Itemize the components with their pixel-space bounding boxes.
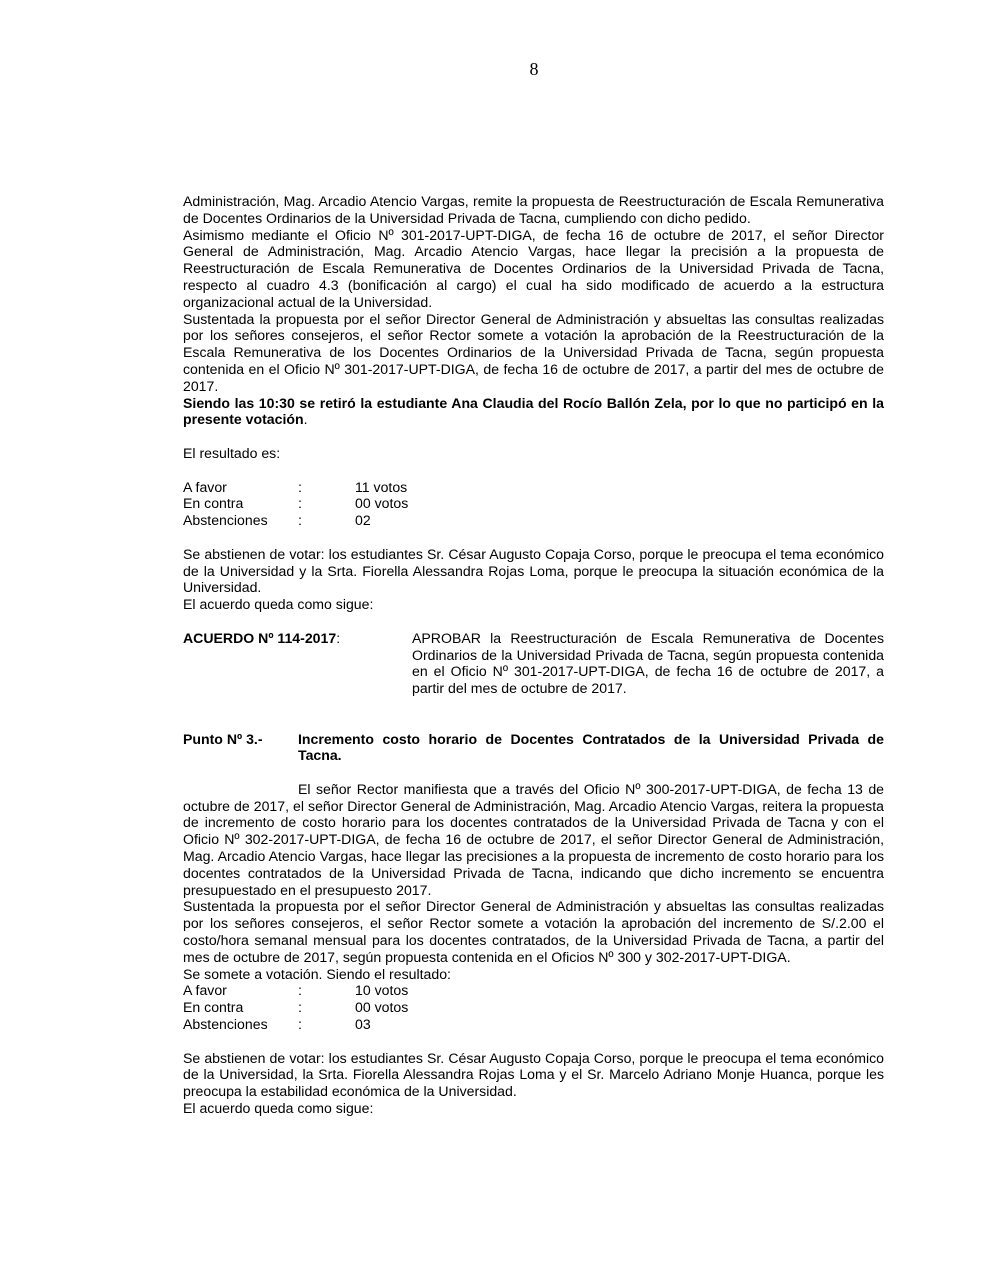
abstention-paragraph-1: Se abstienen de votar: los estudiantes Sr. César Augusto Copaja Corso, porque le preocupa el tema económico de la Universidad y la Srta. Fiorella Alessandra Rojas Loma, porque le preocupa la situación económica de la Universidad.: [183, 545, 884, 596]
vote-row: [183, 495, 884, 512]
result-intro: El resultado es:: [183, 444, 281, 461]
vote-label: A favor: [183, 982, 227, 999]
punto-3-label: Punto Nº 3.-: [183, 730, 263, 747]
vote-row: [183, 479, 884, 496]
vote-separator: :: [298, 999, 302, 1016]
paragraph-vote-proposal: Sustentada la propuesta por el señor Director General de Administración y absueltas las consultas realizadas por los señores consejeros, el señor Rector somete a votación la aprobación de la Reestructuración de la Escala Remunerativa de los Docentes Ordinarios de la Universidad Privada de Tacna, según propuesta contenida en el Oficio Nº 301-2017-UPT-DIGA, de fecha 16 de octubre de 2017, a partir del mes de octubre de 2017.: [183, 310, 884, 394]
abstention-paragraph-2: Se abstienen de votar: los estudiantes Sr. César Augusto Copaja Corso, porque le preocupa el tema económico de la Universidad, la Srta. Fiorella Alessandra Rojas Loma y el Sr. Marcelo Adriano Monje Huanca, porque les preocupa la estabilidad económica de la Universidad.: [183, 1049, 884, 1100]
withdrawal-bold-text: Siendo las 10:30 se retiró la estudiante Ana Claudia del Rocío Ballón Zela, por lo que no participó en la presente votación: [183, 394, 884, 428]
vote-separator: :: [298, 478, 302, 495]
vote-label: A favor: [183, 478, 227, 495]
agreement-colon: :: [336, 629, 341, 646]
punto-3-title: Incremento costo horario de Docentes Contratados de la Universidad Privada de Tacna.: [298, 730, 884, 764]
vote-table-2: [183, 982, 884, 1032]
page-number: 8: [529, 59, 539, 79]
punto-3-heading: [183, 731, 884, 765]
agreement-number: ACUERDO Nº 114-2017: [183, 629, 337, 646]
paragraph-student-withdrawal: [183, 395, 884, 429]
vote-separator: :: [298, 512, 302, 529]
agreement-intro-1: El acuerdo queda como sigue:: [183, 596, 374, 613]
vote-value: 00 votos: [355, 999, 409, 1016]
agreement-intro-2: El acuerdo queda como sigue:: [183, 1100, 374, 1117]
vote-row: [183, 999, 884, 1016]
vote-label: En contra: [183, 999, 244, 1016]
paragraph-administration: Administración, Mag. Arcadio Atencio Vargas, remite la propuesta de Reestructuración de Escala Remunerativa de Docentes Ordinarios de la Universidad Privada de Tacna, cumpliendo con dicho pedido.: [183, 193, 884, 226]
vote-separator: :: [298, 982, 302, 999]
vote-label: En contra: [183, 495, 244, 512]
vote-value: 11 votos: [355, 478, 408, 495]
vote-label: Abstenciones: [183, 1016, 268, 1033]
vote-value: 10 votos: [355, 982, 409, 999]
vote-value: 03: [355, 1016, 371, 1033]
vote-row: [183, 1016, 884, 1033]
paragraph-oficio-301: Asimismo mediante el Oficio Nº 301-2017-UPT-DIGA, de fecha 16 de octubre de 2017, el señor Director General de Administración, Mag. Arcadio Atencio Vargas, hace llegar la precisión a la propuesta de Reestructuración de Escala Remunerativa de Docentes Ordinarios de la Universidad Privada de Tacna, respecto al cuadro 4.3 (bonificación al cargo) el cual ha sido modificado de acuerdo a la estructura organizacional actual de la Universidad.: [183, 226, 884, 310]
vote-row: [183, 982, 884, 999]
vote-label: Abstenciones: [183, 512, 268, 529]
vote-intro-2: Se somete a votación. Siendo el resultado:: [183, 965, 451, 982]
punto-3-body-2: Sustentada la propuesta por el señor Director General de Administración y absueltas las consultas realizadas por los señores consejeros, el señor Rector somete a votación la aprobación del incremento de S/.2.00 el costo/hora semanal mensual para los docentes contratados, de la Universidad Privada de Tacna, a partir del mes de octubre de 2017, según propuesta contenida en el Oficios Nº 300 y 302-2017-UPT-DIGA.: [183, 898, 884, 965]
vote-separator: :: [298, 1016, 302, 1033]
vote-row: [183, 512, 884, 529]
vote-value: 00 votos: [355, 495, 409, 512]
punto-3-body-1: El señor Rector manifiesta que a través del Oficio Nº 300-2017-UPT-DIGA, de fecha 13 de octubre de 2017, el señor Director General de Administración, Mag. Arcadio Atencio Vargas, reitera la propuesta de incremento de costo horario para los docentes contratados de la Universidad Privada de Tacna y con el Oficio Nº 302-2017-UPT-DIGA, de fecha 16 de octubre de 2017, el señor Director General de Administración, Mag. Arcadio Atencio Vargas, hace llegar las precisiones a la propuesta de incremento de costo horario para los docentes contratados de la Universidad Privada de Tacna, indicando que dicho incremento se encuentra presupuestado en el presupuesto 2017.: [183, 780, 884, 898]
vote-value: 02: [355, 512, 371, 529]
vote-table-1: [183, 479, 884, 529]
vote-separator: :: [298, 495, 302, 512]
agreement-block: [183, 630, 884, 697]
document-body: [183, 193, 884, 1117]
agreement-text: APROBAR la Reestructuración de Escala Remunerativa de Docentes Ordinarios de la Universidad Privada de Tacna, según propuesta contenida en el Oficio Nº 301-2017-UPT-DIGA, de fecha 16 de octubre de 2017, a partir del mes de octubre de 2017.: [412, 629, 884, 697]
withdrawal-period: .: [303, 411, 308, 428]
